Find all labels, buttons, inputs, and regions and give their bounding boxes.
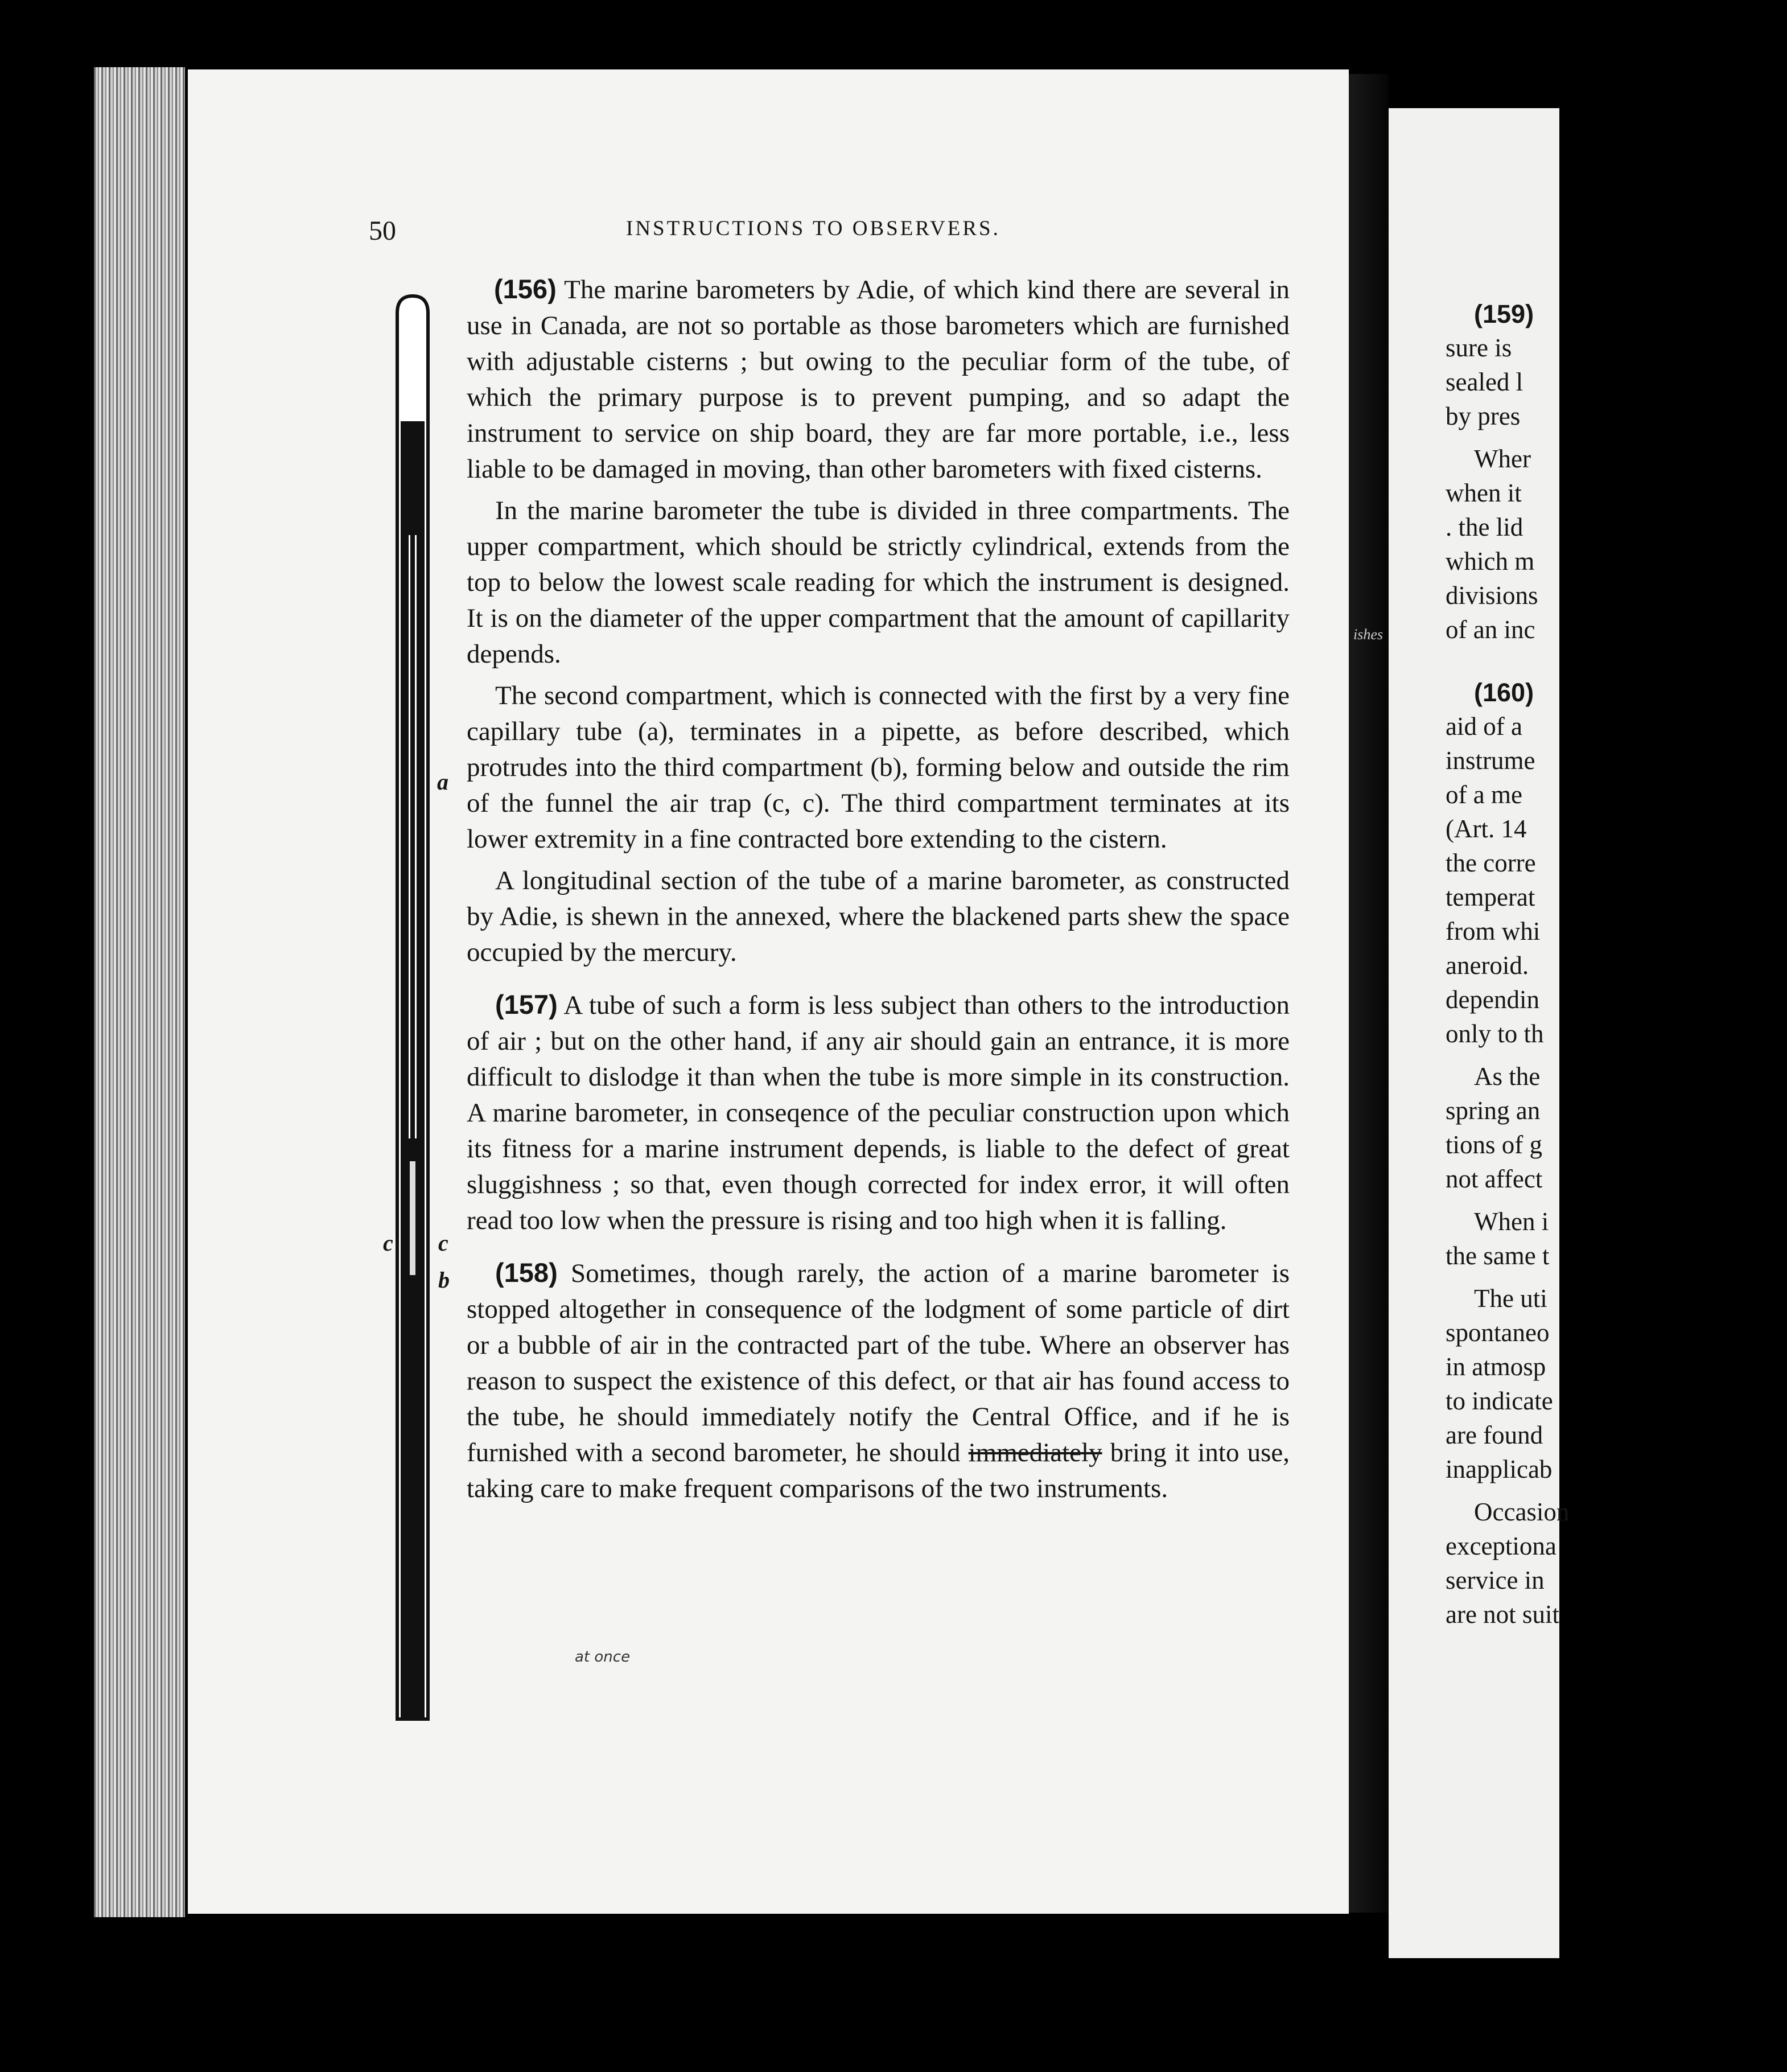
- section-number-158: (158): [495, 1257, 558, 1288]
- facing-page-line: of an inc: [1446, 615, 1535, 644]
- facing-page-line: aneroid.: [1446, 951, 1529, 980]
- facing-page-line: (159): [1474, 299, 1534, 328]
- paragraph-157: [467, 986, 1290, 1239]
- facing-page-line: which m: [1446, 547, 1535, 575]
- section-number-157: (157): [495, 989, 558, 1019]
- facing-page: [1389, 108, 1570, 1958]
- facing-page-line: Occasion: [1474, 1498, 1570, 1526]
- facing-page-line: spring an: [1446, 1096, 1541, 1125]
- facing-page-line: to indicate: [1446, 1387, 1553, 1415]
- facing-page-line: When i: [1474, 1207, 1549, 1236]
- paragraph-158-text-a: Sometimes, though rarely, the action of a marine barometer is stopped altogether in consequence of the lodgment of some particle of dirt or a bubble of air in the contracted part of the tube. Where an observer has reason to suspect the existence of this defect, or that air has found access to the tube, he should immediately notify the Central Office, and if he is furnished with a second barometer, he should: [467, 1259, 1290, 1467]
- facing-page-line: tions of g: [1446, 1130, 1543, 1159]
- body-text: [467, 271, 1290, 1512]
- facing-page-line: when it: [1446, 479, 1522, 507]
- facing-page-line: by pres: [1446, 402, 1521, 430]
- facing-page-line: the same t: [1446, 1241, 1550, 1270]
- margin-note: ishes: [1353, 626, 1383, 643]
- facing-page-line: instrume: [1446, 746, 1535, 775]
- facing-page-line: are found: [1446, 1421, 1543, 1449]
- facing-page-line: inapplicab: [1446, 1455, 1553, 1483]
- facing-page-line: in atmosp: [1446, 1352, 1546, 1381]
- paragraph-156-compartments: In the marine barometer the tube is divided in three compartments. The upper compartment, which should be strictly cylindrical, extends from the top to below the lowest scale reading for which the instrument is designed. It is on the diameter of the upper compartment that the amount of capillarity depends.: [467, 496, 1290, 669]
- paragraph-158-text-b: bring it into use, taking care to make frequent comparisons of the two instruments.: [467, 1438, 1290, 1503]
- facing-page-line: (Art. 14: [1446, 815, 1527, 843]
- paragraph-156-second-compartment: The second compartment, which is connected with the first by a very fine capillary tube (a), terminates in a pipette, as before described, which protrudes into the third compartment (b), forming below and outside the rim of the funnel the air trap (c, c). The third compartment terminates at its lower extremity in a fine contracted bore extending to the cistern.: [467, 681, 1290, 854]
- facing-page-line: from whi: [1446, 917, 1541, 945]
- facing-page-line: exceptiona: [1446, 1532, 1557, 1560]
- facing-page-line: As the: [1474, 1062, 1541, 1091]
- page-number: 50: [369, 216, 396, 246]
- label-c-left: c: [383, 1230, 393, 1256]
- facing-page-line: sure is: [1446, 334, 1512, 362]
- barometer-tube-figure: [393, 296, 433, 1730]
- facing-page-line: temperat: [1446, 883, 1535, 911]
- paragraph-157-text: A tube of such a form is less subject than others to the introduction of air ; but on the other hand, if any air should gain an entrance, it is more difficult to dislodge it than when the tube is more simple in its construction. A marine barometer, in conseqence of the peculiar construction upon which its fitness for a marine instrument depends, is liable to the defect of great sluggishness ; so that, even though corrected for index error, it will often read too low when the pressure is rising and too high when it is falling.: [467, 990, 1290, 1235]
- facing-page-line: (160): [1474, 678, 1534, 707]
- handwritten-insert: at once: [575, 1648, 631, 1666]
- facing-page-line: only to th: [1446, 1019, 1544, 1048]
- paragraph-156: [467, 271, 1290, 487]
- facing-page-line: spontaneo: [1446, 1318, 1550, 1347]
- facing-page-line: aid of a: [1446, 712, 1522, 741]
- facing-page-line: . the lid: [1446, 513, 1524, 541]
- facing-page-line: are not suit: [1446, 1600, 1559, 1629]
- section-number-156: (156): [494, 274, 557, 304]
- struck-word: immediately: [968, 1438, 1102, 1467]
- gutter: [1349, 74, 1389, 1913]
- paragraph-156-longitudinal-section: A longitudinal section of the tube of a marine barometer, as constructed by Adie, is shewn in the annexed, where the blackened parts shew the space occupied by the mercury.: [467, 866, 1290, 967]
- facing-page-line: The uti: [1474, 1284, 1547, 1313]
- facing-page-line: sealed l: [1446, 368, 1524, 396]
- paragraph-158: [467, 1255, 1290, 1507]
- paragraph-156-text: The marine barometers by Adie, of which kind there are several in use in Canada, are not so portable as those barometers which are furnished with adjustable cisterns ; but owing to the peculiar form of the tube, of which the primary purpose is to prevent pumping, and so adapt the instrument to service on ship board, they are far more portable, i.e., less liable to be damaged in moving, than other barometers with fixed cisterns.: [467, 275, 1290, 484]
- label-a: a: [437, 769, 448, 795]
- facing-page-line: of a me: [1446, 780, 1522, 809]
- running-head: INSTRUCTIONS TO OBSERVERS.: [626, 217, 1000, 240]
- facing-page-line: not affect: [1446, 1165, 1543, 1193]
- label-c-right: c: [438, 1230, 448, 1256]
- label-b: b: [438, 1267, 450, 1293]
- facing-page-line: divisions: [1446, 581, 1538, 610]
- facing-page-line: the corre: [1446, 849, 1536, 877]
- page-edges: [94, 67, 185, 1917]
- facing-page-line: Wher: [1474, 445, 1531, 473]
- facing-page-line: service in: [1446, 1566, 1545, 1594]
- facing-page-line: dependin: [1446, 985, 1539, 1014]
